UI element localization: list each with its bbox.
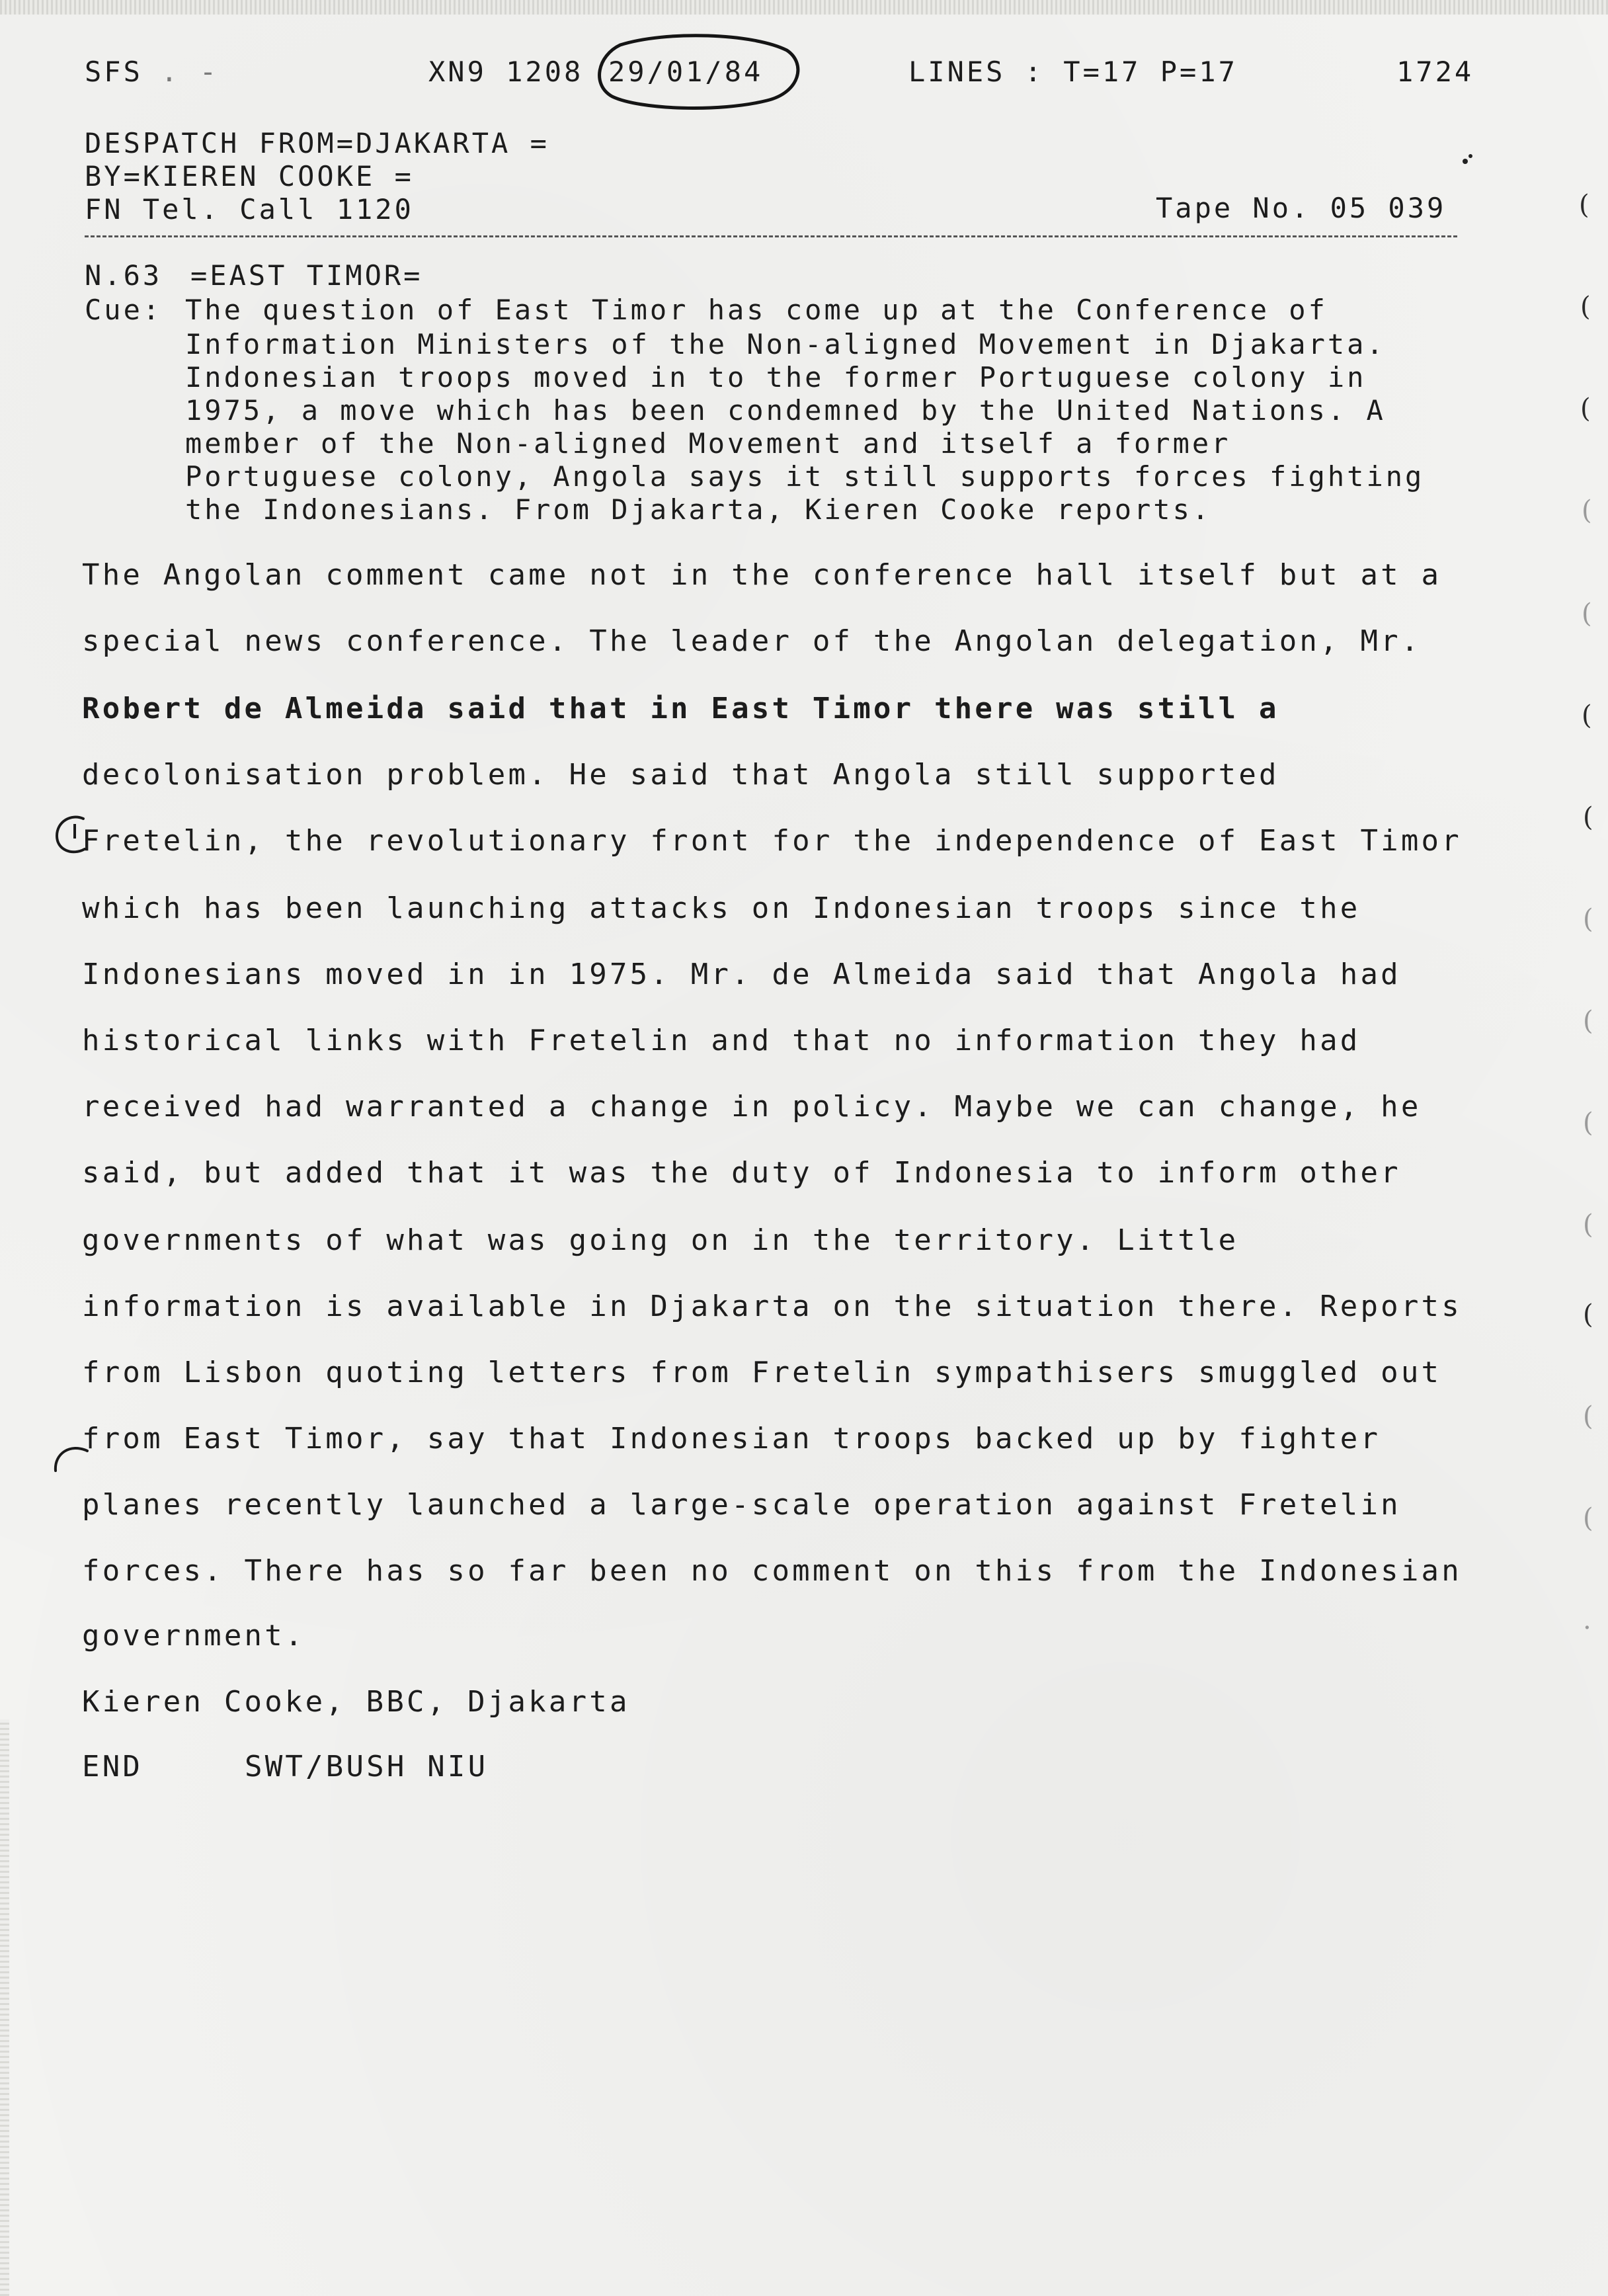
margin-bracket-icon: (	[1583, 1299, 1593, 1330]
body-line: governments of what was going on in the territory. Little	[82, 1223, 1239, 1257]
despatch-date: 29/01/84	[608, 56, 764, 88]
body-line: Fretelin, the revolutionary front for the independence of East Timor	[82, 824, 1462, 858]
margin-bracket-icon: (	[1580, 393, 1591, 424]
scan-edge-left	[0, 1719, 9, 2296]
body-line: planes recently launched a large-scale operation against Fretelin	[82, 1488, 1401, 1522]
cue-line: The question of East Timor has come up at the Conference of	[185, 294, 1328, 326]
margin-bracket-icon: (	[1582, 598, 1592, 629]
signoff: Kieren Cooke, BBC, Djakarta	[82, 1685, 630, 1719]
body-line: from Lisbon quoting letters from Fretelin sympathisers smuggled out	[82, 1356, 1442, 1389]
margin-bracket-icon: (	[1579, 190, 1589, 220]
body-line: said, but added that it was the duty of Indonesia to inform other	[82, 1156, 1401, 1190]
cue-line: Portuguese colony, Angola says it still supports forces fighting	[185, 460, 1425, 493]
lines-count: LINES : T=17 P=17	[908, 56, 1238, 88]
margin-bracket-icon: (	[1580, 292, 1591, 322]
cue-label: Cue:	[85, 294, 163, 326]
body-line: which has been launching attacks on Indonesian troops since the	[82, 891, 1361, 925]
body-line: government.	[82, 1619, 305, 1653]
scan-edge-top	[0, 0, 1608, 15]
body-line: decolonisation problem. He said that Angola still supported	[82, 758, 1279, 792]
margin-bracket-icon: .	[1583, 1605, 1591, 1635]
despatch-from: DESPATCH FROM=DJAKARTA =	[85, 127, 549, 159]
cue-line: Information Ministers of the Non-aligned Movement in Djakarta.	[185, 328, 1386, 360]
story-number: N.63	[85, 259, 163, 292]
margin-bracket-icon: (	[1583, 1210, 1593, 1240]
body-line: The Angolan comment came not in the conference hall itself but at a	[82, 558, 1442, 592]
reference-number: XN9 1208	[428, 56, 584, 88]
cue-line: the Indonesians. From Djakarta, Kieren Cooke reports.	[185, 493, 1212, 526]
margin-bracket-icon: (	[1583, 1006, 1593, 1036]
end-label: END	[82, 1750, 143, 1784]
margin-bracket-icon: (	[1582, 495, 1592, 526]
margin-bracket-icon: (	[1583, 1108, 1593, 1138]
end-code: SWT/BUSH NIU	[245, 1750, 489, 1784]
cue-line: 1975, a move which has been condemned by the United Nations. A	[185, 394, 1386, 427]
telephone-call: FN Tel. Call 1120	[85, 193, 414, 226]
margin-circle-icon	[52, 812, 98, 858]
body-line: Indonesians moved in in 1975. Mr. de Almeida said that Angola had	[82, 958, 1401, 991]
cue-line: member of the Non-aligned Movement and itself a former	[185, 427, 1231, 460]
speck-icon	[1457, 149, 1477, 169]
service-code: SFS	[85, 56, 143, 88]
margin-arc-icon	[50, 1436, 97, 1476]
body-line: received had warranted a change in policy. Maybe we can change, he	[82, 1090, 1422, 1124]
margin-bracket-icon: (	[1583, 802, 1593, 833]
margin-bracket-icon: (	[1583, 1401, 1593, 1432]
hand-drawn-circle-icon	[594, 32, 804, 110]
body-line: special news conference. The leader of the Angolan delegation, Mr.	[82, 624, 1422, 658]
body-line: information is available in Djakarta on the situation there. Reports	[82, 1290, 1462, 1323]
cue-line: Indonesian troops moved in to the former Portuguese colony in	[185, 361, 1367, 393]
tape-number: Tape No. 05 039	[1156, 192, 1447, 224]
body-line: forces. There has so far been no comment on this from the Indonesian	[82, 1554, 1462, 1588]
margin-bracket-icon: (	[1582, 700, 1592, 731]
body-line: Robert de Almeida said that in East Timor there was still a	[82, 692, 1279, 725]
margin-bracket-icon: (	[1583, 1503, 1593, 1534]
header-divider	[85, 235, 1457, 240]
body-line: from East Timor, say that Indonesian troops backed up by fighter	[82, 1422, 1381, 1456]
service-separator: . -	[141, 56, 220, 88]
correspondent-line: BY=KIEREN COOKE =	[85, 160, 414, 192]
body-line: historical links with Fretelin and that no information they had	[82, 1024, 1361, 1057]
story-title: =EAST TIMOR=	[190, 259, 423, 292]
despatch-time: 1724	[1396, 56, 1474, 88]
margin-bracket-icon: (	[1583, 904, 1593, 934]
